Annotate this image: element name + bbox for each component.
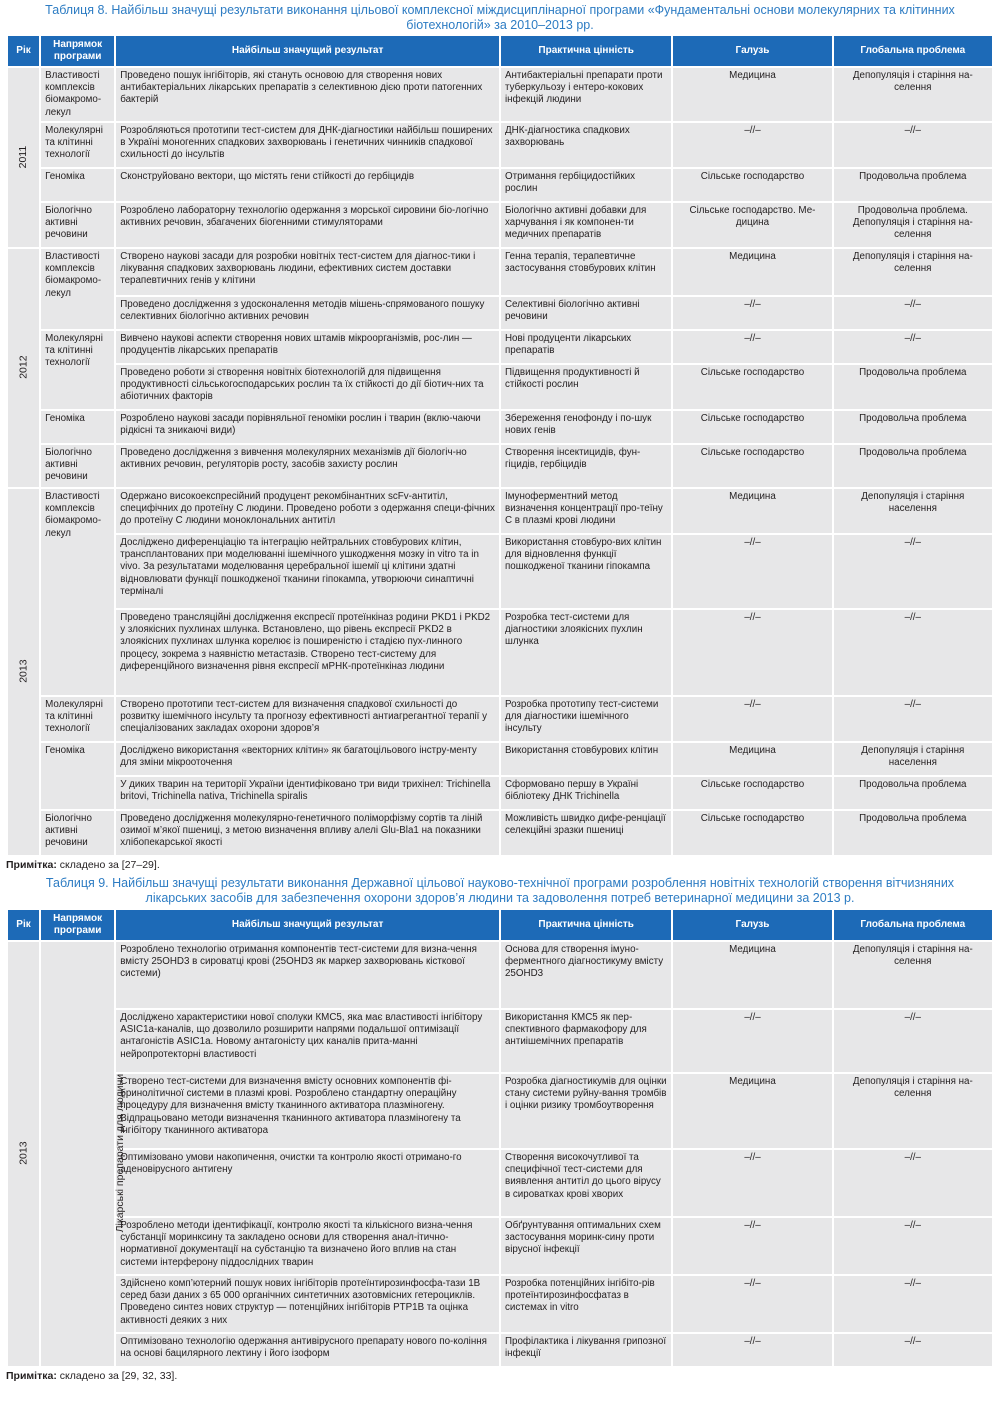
value-cell: Розробка прототипу тест-системи для діагностики ішемічного інсульту — [501, 697, 671, 741]
field-cell: Медицина — [673, 249, 831, 295]
direction-cell: Молекулярні та клітинні технології — [41, 123, 114, 167]
direction-cell: Геноміка — [41, 411, 114, 443]
result-cell: Розроблено наукові засади порівняльної геноміки рослин і тварин (вклю-чаючи рідкісні та зникаючі види) — [116, 411, 499, 443]
value-cell: Використання стовбурових клітин — [501, 743, 671, 775]
result-cell: Створено прототипи тест-систем для визначення спадкової схильності до розвитку ішемічного інсульту та прогнозу ефективності антиагрегантної терапії у спеціалізованих закладах охорони здоров’я — [116, 697, 499, 741]
table-row — [8, 297, 992, 329]
problem-cell: –//– — [834, 123, 992, 167]
field-cell: Сільське господарство — [673, 169, 831, 201]
result-cell: Проведено пошук інгібіторів, які стануть основою для створення нових антибактеріальних лікарських препаратів з селективною дією проти патогенних бактерій — [116, 68, 499, 121]
problem-cell: –//– — [834, 1010, 992, 1072]
result-cell: Здійснено комп’ютерний пошук нових інгібіторів протеїнтирозинфосфа-тази 1B серед бази даних з 65 000 органічних синтетичних азотовмісних гетероциклів. Проведено синтез нових структур — потенційних інгібіторів PTP1B та оцінка активності деяких з них — [116, 1276, 499, 1332]
table-row — [8, 123, 992, 167]
table8-note-text: складено за [27–29]. — [56, 859, 160, 871]
problem-cell: Продовольча проблема — [834, 777, 992, 809]
table8-note — [6, 859, 994, 872]
header-value: Практична цінність — [501, 36, 671, 66]
field-cell: –//– — [673, 697, 831, 741]
table9-note-label: Примітка: — [6, 1370, 57, 1382]
result-cell: Розроблено лабораторну технологію одержання з морської сировини біо-логічно активних речовин, збагачених біогенними стимуляторами — [116, 203, 499, 247]
field-cell: –//– — [673, 1150, 831, 1216]
value-cell: Підвищення продуктивності й стійкості рослин — [501, 365, 671, 409]
problem-cell: Продовольча проблема — [834, 169, 992, 201]
field-cell: Медицина — [673, 489, 831, 533]
direction-cell — [41, 942, 127, 1366]
direction-label: Лікарські препарати для людини — [114, 1074, 127, 1233]
result-cell: У диких тварин на території України ідентифіковано три види трихінел: Trichinella britovi, Trichinella nativa, Trichinella spiralis — [116, 777, 499, 809]
value-cell: Отримання гербіцидостійких рослин — [501, 169, 671, 201]
table9 — [6, 908, 994, 1368]
field-cell: –//– — [673, 1334, 831, 1366]
header-value: Практична цінність — [501, 910, 671, 940]
table-row — [8, 743, 992, 775]
value-cell: Використання стовбуро-вих клітин для відновлення функції пошкодженої тканини гіпокампа — [501, 535, 671, 608]
table-row — [8, 169, 992, 201]
problem-cell: –//– — [834, 1276, 992, 1332]
value-cell: Основа для створення імуно-ферментного діагностикуму вмісту 25OHD3 — [501, 942, 671, 1008]
year-cell — [8, 489, 39, 855]
result-cell: Проведено дослідження молекулярно-генетичного поліморфізму сортів та ліній озимої м’якої пшениці, з метою визначення впливу алелі Glu-Bla1 на показники хлібопекарської якості — [116, 811, 499, 855]
table8-note-label: Примітка: — [6, 859, 57, 871]
value-cell: Імуноферментний метод визначення концентрації про-теїну С в плазмі крові людини — [501, 489, 671, 533]
header-direction: Напрямок програми — [41, 910, 114, 940]
table-row — [8, 1218, 992, 1274]
problem-cell: Депопуляція і старіння на-селення — [834, 1074, 992, 1148]
year-label: 2013 — [17, 1141, 30, 1166]
result-cell: Проведено трансляційні дослідження експресії протеїнкіназ родини PKD1 і PKD2 у злоякісних пухлинах шлунка. Встановлено, що рівень експресії PKD2 в злоякісних пухлинах шлунка корелює із поширеністю і стадією пух-линного процесу, зокрема з наявністю метастазів. Створено тест-систему для диференційного визначення рівня експресії мРНК-протеїнкіназ людини — [116, 610, 499, 695]
field-cell: Медицина — [673, 68, 831, 121]
problem-cell: –//– — [834, 535, 992, 608]
value-cell: Створення інсектицидів, фун-гіцидів, гербіцидів — [501, 445, 671, 487]
table8-caption: Таблиця 8. Найбільш значущі результати виконання цільової комплексної міждисциплінарної програми «Фундаментальні основи молекулярних та клітинних біотехнологій» за 2010–2013 рр. — [45, 3, 955, 32]
result-cell: Розробляються прототипи тест-систем для ДНК-діагностики найбільш поширених в Україні моногенних спадкових захворювань і генетичних чинників спадкової схильності до інсультів — [116, 123, 499, 167]
field-cell: –//– — [673, 123, 831, 167]
year-cell — [8, 249, 39, 487]
problem-cell: –//– — [834, 1218, 992, 1274]
year-label: 2012 — [17, 355, 30, 380]
direction-cell: Геноміка — [41, 169, 114, 201]
field-cell: Медицина — [673, 743, 831, 775]
problem-cell: Депопуляція і старіння на-селення — [834, 249, 992, 295]
table8-header-row — [8, 36, 992, 66]
direction-cell: Геноміка — [41, 743, 114, 809]
direction-cell: Молекулярні та клітинні технології — [41, 697, 114, 741]
problem-cell: Депопуляція і старіння на-селення — [834, 68, 992, 121]
result-cell: Створено наукові засади для розробки новітніх тест-систем для діагнос-тики і лікування спадкових захворювань людини, ефективних систем доставки терапевтичних генів у клітини — [116, 249, 499, 295]
value-cell: Біологічно активні добавки для харчування і як компонен-ти медичних препаратів — [501, 203, 671, 247]
field-cell: –//– — [673, 1218, 831, 1274]
problem-cell: Продовольча проблема — [834, 365, 992, 409]
field-cell: –//– — [673, 331, 831, 363]
year-label: 2011 — [17, 145, 30, 169]
field-cell: –//– — [673, 610, 831, 695]
table9-note-text: складено за [29, 32, 33]. — [56, 1370, 178, 1382]
field-cell: –//– — [673, 1276, 831, 1332]
header-problem: Глобальна проблема — [834, 36, 992, 66]
field-cell: Сільське господарство — [673, 811, 831, 855]
field-cell: Сільське господарство — [673, 365, 831, 409]
problem-cell: Продовольча проблема. Депопуляція і старіння на-селення — [834, 203, 992, 247]
value-cell: Сформовано першу в Україні бібліотеку ДНК Trichinella — [501, 777, 671, 809]
value-cell: Збереження генофонду і по-шук нових генів — [501, 411, 671, 443]
table9-note — [6, 1370, 994, 1383]
result-cell: Сконструйовано вектори, що містять гени стійкості до гербіцидів — [116, 169, 499, 201]
value-cell: Генна терапія, терапевтичне застосування стовбурових клітин — [501, 249, 671, 295]
table-row — [8, 68, 992, 121]
result-cell: Розроблено технологію отримання компонентів тест-системи для визна-чення вмісту 25OHD3 в сироватці крові (25OHD3 як маркер захворювань кісткової системи) — [116, 942, 499, 1008]
table8 — [6, 34, 994, 857]
problem-cell: Депопуляція і старіння населення — [834, 743, 992, 775]
field-cell: Медицина — [673, 1074, 831, 1148]
field-cell: Сільське господарство — [673, 411, 831, 443]
header-field: Галузь — [673, 36, 831, 66]
result-cell: Досліджено використання «векторних клітин» як багатоцільового інстру-менту для зміни мікрооточення — [116, 743, 499, 775]
header-field: Галузь — [673, 910, 831, 940]
table9-caption: Таблиця 9. Найбільш значущі результати виконання Державної цільової науково-технічної програми розроблення новітніх технологій створення вітчизняних лікарських засобів для забезпечення охорони здоров’я людини та задоволення потреб ветеринарної медицини за 2013 р. — [45, 876, 955, 905]
result-cell: Розроблено методи ідентифікації, контролю якості та кількісного визна-чення субстанції моринксину та закладено основи для створення анал-ітично-нормативної документації на субстанцію та визначено його вплив на стан системи інтерферону піддослідних тварин — [116, 1218, 499, 1274]
table-row — [8, 1334, 992, 1366]
year-cell — [8, 942, 39, 1366]
table-row — [8, 249, 992, 295]
field-cell: –//– — [673, 1010, 831, 1072]
table-row — [8, 1150, 992, 1216]
result-cell: Досліджено характеристики нової сполуки КМС5, яка має властивості інгібітору ASIC1a-каналів, що дозволило розширити напрями подальшої оптимізації антагоністів ASIC1a. Новому антагоністу цих каналів прита-манні нейропротекторні властивості — [116, 1010, 499, 1072]
year-cell — [8, 68, 39, 247]
value-cell: Розробка діагностикумів для оцінки стану системи руйну-вання тромбів і оцінки ризику тромбоутворення — [501, 1074, 671, 1148]
value-cell: Створення високочутливої та специфічної тест-системи для виявлення антитіл до цього вірусу в сироватках крові хворих — [501, 1150, 671, 1216]
header-problem: Глобальна проблема — [834, 910, 992, 940]
problem-cell: –//– — [834, 697, 992, 741]
table-row — [8, 203, 992, 247]
direction-cell: Властивості комплексів біомакромо-лекул — [41, 68, 114, 121]
result-cell: Проведено дослідження з удосконалення методів мішень-спрямованого пошуку селективних біологічно активних речовин — [116, 297, 499, 329]
header-result: Найбільш значущий результат — [116, 36, 499, 66]
header-year: Рік — [8, 36, 39, 66]
result-cell: Проведено дослідження з вивчення молекулярних механізмів дії біологіч-но активних речовин, регуляторів росту, засобів захисту рослин — [116, 445, 499, 487]
table-row — [8, 411, 992, 443]
result-cell: Одержано високоекспресійний продуцент рекомбінантних scFv-антитіл, специфічних до протеїну С людини. Проведено роботи з одержання специ-фічних до протеїну С людини моноклональних антитіл — [116, 489, 499, 533]
direction-cell: Властивості комплексів біомакромо-лекул — [41, 489, 114, 695]
table-row — [8, 331, 992, 363]
table9-header-row — [8, 910, 992, 940]
table-row — [8, 1010, 992, 1072]
table-row — [8, 1074, 992, 1148]
direction-cell: Біологічно активні речовини — [41, 445, 114, 487]
header-year: Рік — [8, 910, 39, 940]
table-row — [8, 445, 992, 487]
table-row — [8, 777, 992, 809]
problem-cell: Депопуляція і старіння на-селення — [834, 942, 992, 1008]
table-row — [8, 1276, 992, 1332]
problem-cell: –//– — [834, 1334, 992, 1366]
value-cell: Антибактеріальні препарати проти туберкульозу і ентеро-кокових інфекцій людини — [501, 68, 671, 121]
problem-cell: –//– — [834, 610, 992, 695]
field-cell: –//– — [673, 297, 831, 329]
field-cell: Сільське господарство. Ме-дицина — [673, 203, 831, 247]
result-cell: Вивчено наукові аспекти створення нових штамів мікроорганізмів, рос-лин — продуцентів лікарських препаратів — [116, 331, 499, 363]
field-cell: –//– — [673, 535, 831, 608]
direction-cell: Властивості комплексів біомакромо-лекул — [41, 249, 114, 329]
table-row — [8, 610, 992, 695]
problem-cell: –//– — [834, 331, 992, 363]
table-row — [8, 942, 992, 1008]
value-cell: Можливість швидко дифе-ренціації селекційні зразки пшениці — [501, 811, 671, 855]
header-result: Найбільш значущий результат — [116, 910, 499, 940]
table-row — [8, 489, 992, 533]
result-cell: Оптимізовано технологію одержання антивірусного препарату нового по-коління на основі бацилярного лектину і його ізоформ — [116, 1334, 499, 1366]
direction-cell: Біологічно активні речовини — [41, 203, 114, 247]
table-row — [8, 697, 992, 741]
field-cell: Медицина — [673, 942, 831, 1008]
value-cell: Розробка тест-системи для діагностики злоякісних пухлин шлунка — [501, 610, 671, 695]
value-cell: Селективні біологічно активні речовини — [501, 297, 671, 329]
year-label: 2013 — [17, 659, 30, 684]
problem-cell: Продовольча проблема — [834, 445, 992, 487]
table-row — [8, 535, 992, 608]
value-cell: Обґрунтування оптимальних схем застосування моринк-сину проти вірусної інфекції — [501, 1218, 671, 1274]
problem-cell: Депопуляція і старіння населення — [834, 489, 992, 533]
field-cell: Сільське господарство — [673, 777, 831, 809]
direction-cell: Біологічно активні речовини — [41, 811, 114, 855]
result-cell: Оптимізовано умови накопичення, очистки та контролю якості отримано-го аденовірусного антигену — [116, 1150, 499, 1216]
problem-cell: –//– — [834, 1150, 992, 1216]
problem-cell: –//– — [834, 297, 992, 329]
value-cell: Нові продуценти лікарських препаратів — [501, 331, 671, 363]
value-cell: ДНК-діагностика спадкових захворювань — [501, 123, 671, 167]
value-cell: Використання КМС5 як пер-спективного фармакофору для антиішемічних препаратів — [501, 1010, 671, 1072]
direction-cell: Молекулярні та клітинні технології — [41, 331, 114, 409]
problem-cell: Продовольча проблема — [834, 811, 992, 855]
table-row — [8, 811, 992, 855]
result-cell: Проведено роботи зі створення новітніх біотехнологій для підвищення продуктивності сільськогосподарських рослин та їх стійкості до дії біотич-них та абіотичних факторів — [116, 365, 499, 409]
table-row — [8, 365, 992, 409]
field-cell: Сільське господарство — [673, 445, 831, 487]
result-cell: Створено тест-системи для визначення вмісту основних компонентів фі-бринолітичної системи в плазмі крові. Розроблено стандартну операційну процедуру для визначення вмісту тканинного активатора плазміногену. Відпрацьовано методи визначення тканинного активатора плазміногену та інгібітору тканинного активатора — [116, 1074, 499, 1148]
value-cell: Профілактика і лікування грипозної інфекції — [501, 1334, 671, 1366]
header-direction: Напрямок програми — [41, 36, 114, 66]
value-cell: Розробка потенційних інгібіто-рів протеїнтирозинфосфатаз в системах in vitro — [501, 1276, 671, 1332]
problem-cell: Продовольча проблема — [834, 411, 992, 443]
page — [0, 3, 1000, 1406]
result-cell: Досліджено диференціацію та інтеграцію нейтральних стовбурових клітин, трансплантованих при моделюванні ішемічного ушкодження мозку in vitro та in vivo. За результатами моделювання церебральної ішемії ці клітини здатні відновлювати функції пошкодженої тканини гіпокампа, утворюючи синаптичні терміналі — [116, 535, 499, 608]
